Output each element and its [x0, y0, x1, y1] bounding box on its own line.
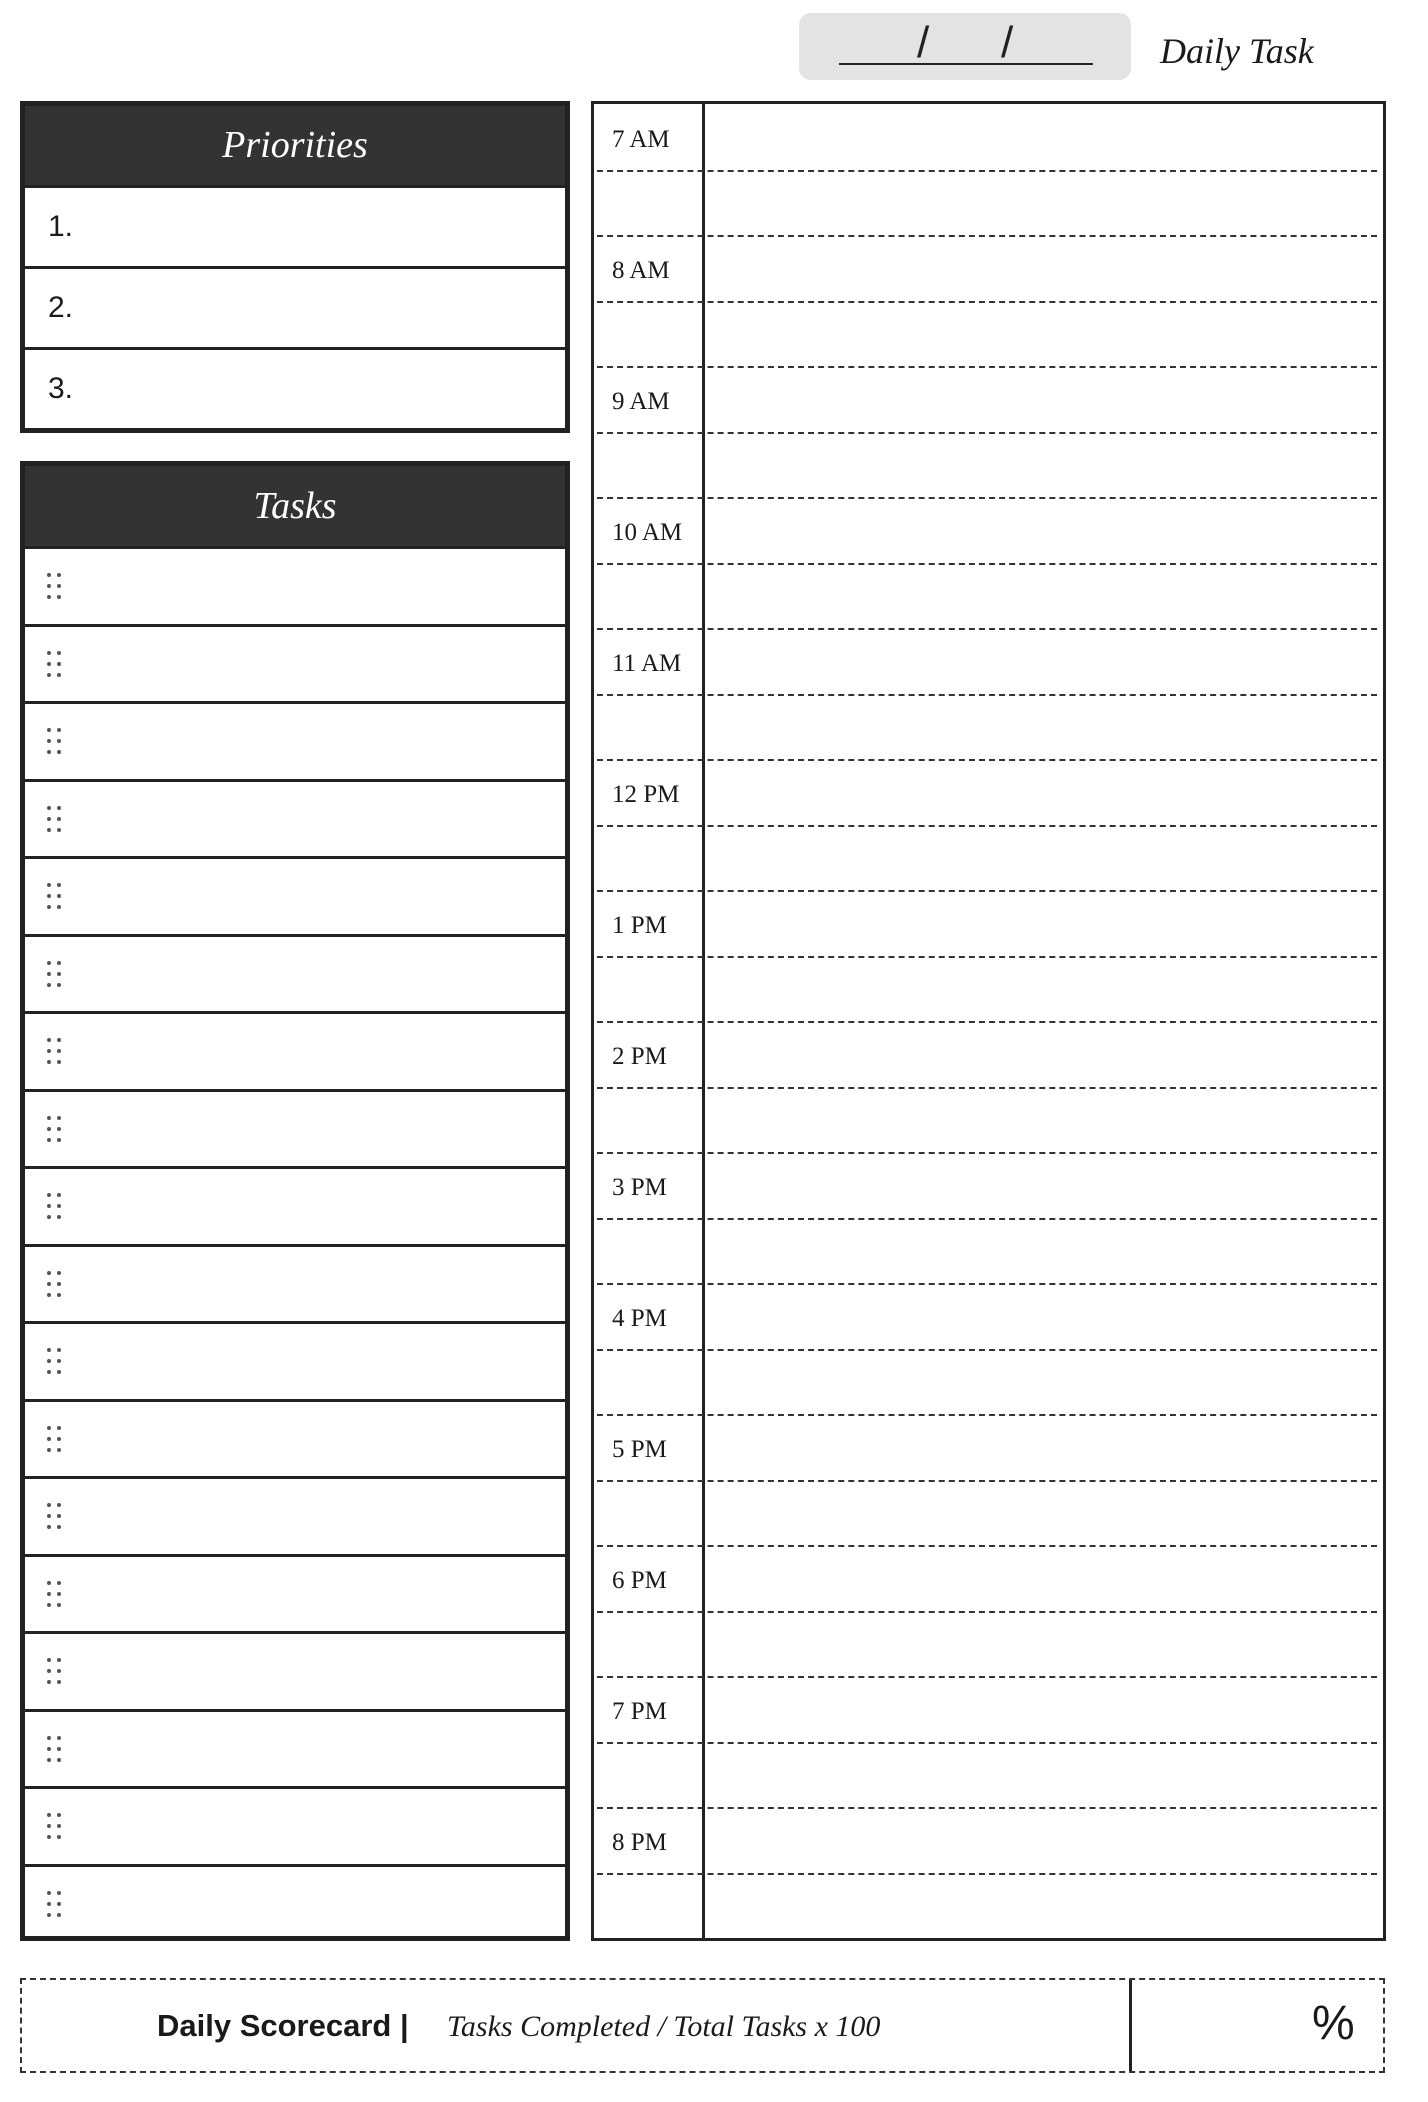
time-label: 8 PM	[612, 1829, 667, 1856]
page-title: Daily Task	[1160, 31, 1314, 71]
time-label: 4 PM	[612, 1305, 667, 1332]
scorecard-title: Daily Scorecard |	[157, 2008, 409, 2043]
priority-number: 1.	[48, 210, 74, 243]
priority-item[interactable]	[25, 185, 565, 266]
task-row[interactable]	[25, 1011, 565, 1089]
date-field[interactable]	[799, 13, 1131, 80]
task-row[interactable]	[25, 624, 565, 702]
priority-item[interactable]	[25, 266, 565, 347]
drag-handle-icon	[47, 1736, 63, 1762]
hourly-schedule	[591, 101, 1386, 1941]
half-hour-line	[597, 694, 1377, 696]
half-hour-line	[597, 1742, 1377, 1744]
drag-handle-icon	[47, 1503, 63, 1529]
drag-handle-icon	[47, 1658, 63, 1684]
half-hour-line	[597, 432, 1377, 434]
drag-handle-icon	[47, 1193, 63, 1219]
time-label: 7 PM	[612, 1698, 667, 1725]
drag-handle-icon	[47, 1038, 63, 1064]
priorities-title: Priorities	[25, 106, 565, 185]
tasks-title: Tasks	[25, 466, 565, 546]
task-row[interactable]	[25, 1554, 565, 1632]
task-row[interactable]	[25, 1476, 565, 1554]
date-underline	[839, 63, 1093, 65]
task-row[interactable]	[25, 1786, 565, 1864]
scorecard-formula: Tasks Completed / Total Tasks x 100	[447, 2010, 881, 2043]
priority-number: 2.	[48, 291, 74, 324]
half-hour-line	[597, 301, 1377, 303]
drag-handle-icon	[47, 1581, 63, 1607]
drag-handle-icon	[47, 806, 63, 832]
drag-handle-icon	[47, 1271, 63, 1297]
time-label: 12 PM	[612, 781, 680, 808]
priority-number: 3.	[48, 372, 74, 405]
half-hour-line	[597, 1087, 1377, 1089]
task-row[interactable]	[25, 779, 565, 857]
priority-item[interactable]	[25, 347, 565, 428]
drag-handle-icon	[47, 1891, 63, 1917]
time-label: 8 AM	[612, 257, 670, 284]
date-separator: /	[1001, 18, 1014, 67]
drag-handle-icon	[47, 961, 63, 987]
task-row[interactable]	[25, 1399, 565, 1477]
daily-scorecard	[20, 1978, 1385, 2073]
half-hour-line	[597, 1218, 1377, 1220]
drag-handle-icon	[47, 728, 63, 754]
drag-handle-icon	[47, 883, 63, 909]
half-hour-line	[597, 170, 1377, 172]
task-row[interactable]	[25, 1244, 565, 1322]
drag-handle-icon	[47, 651, 63, 677]
drag-handle-icon	[47, 1348, 63, 1374]
drag-handle-icon	[47, 1426, 63, 1452]
task-row[interactable]	[25, 1709, 565, 1787]
time-label: 11 AM	[612, 650, 682, 677]
time-label: 9 AM	[612, 388, 670, 415]
percent-field[interactable]: %	[1312, 1997, 1355, 2050]
time-label: 7 AM	[612, 126, 670, 153]
date-separator: /	[917, 18, 930, 67]
half-hour-line	[597, 825, 1377, 827]
tasks-panel	[20, 461, 570, 1941]
drag-handle-icon	[47, 1813, 63, 1839]
task-row[interactable]	[25, 856, 565, 934]
half-hour-line	[597, 1349, 1377, 1351]
drag-handle-icon	[47, 1116, 63, 1142]
drag-handle-icon	[47, 573, 63, 599]
task-row[interactable]	[25, 701, 565, 779]
half-hour-line	[597, 956, 1377, 958]
task-row[interactable]	[25, 1321, 565, 1399]
time-label: 5 PM	[612, 1436, 667, 1463]
task-row[interactable]	[25, 546, 565, 624]
task-row[interactable]	[25, 1089, 565, 1167]
task-row[interactable]	[25, 1864, 565, 1942]
task-row[interactable]	[25, 1631, 565, 1709]
priorities-panel	[20, 101, 570, 433]
half-hour-line	[597, 1611, 1377, 1613]
scorecard-divider	[1129, 1980, 1132, 2071]
half-hour-line	[597, 563, 1377, 565]
time-label: 10 AM	[612, 519, 683, 546]
time-label: 3 PM	[612, 1174, 667, 1201]
time-label: 2 PM	[612, 1043, 667, 1070]
time-label: 1 PM	[612, 912, 667, 939]
half-hour-line	[597, 1873, 1377, 1875]
half-hour-line	[597, 1480, 1377, 1482]
time-label: 6 PM	[612, 1567, 667, 1594]
task-row[interactable]	[25, 1166, 565, 1244]
task-row[interactable]	[25, 934, 565, 1012]
